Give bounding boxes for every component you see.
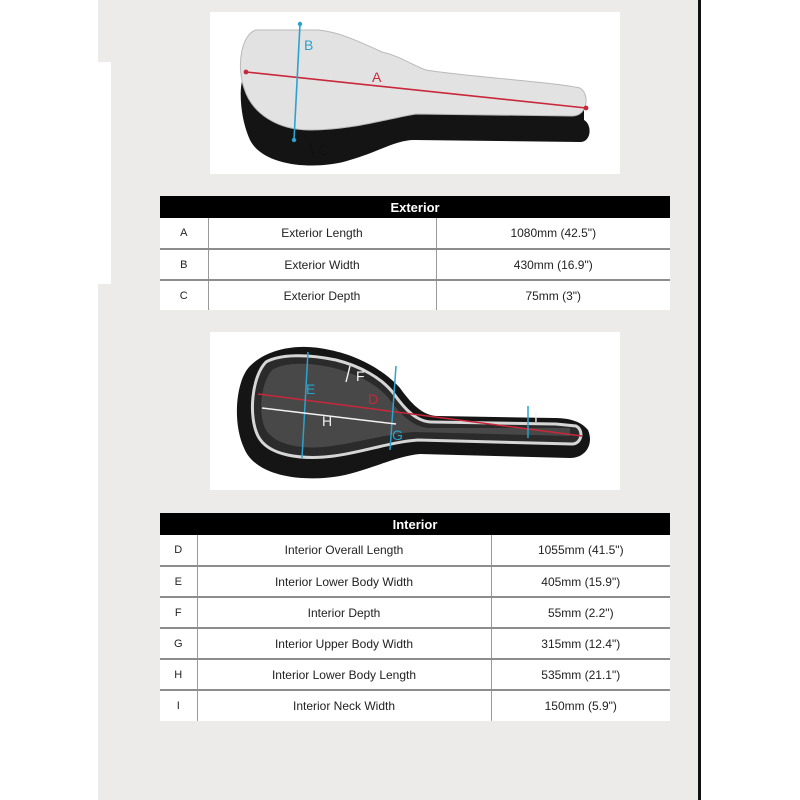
row-key: C: [160, 280, 208, 310]
table-row: [160, 690, 670, 721]
row-label: Exterior Length: [208, 218, 436, 249]
row-value: 1055mm (41.5"): [491, 535, 670, 566]
row-key: D: [160, 535, 197, 566]
dimension-a-start-dot: [244, 70, 249, 75]
row-label: Interior Depth: [197, 597, 491, 628]
exterior-case-illustration: [210, 12, 620, 174]
interior-case-diagram: [210, 332, 620, 490]
row-key: A: [160, 218, 208, 249]
row-key: B: [160, 249, 208, 280]
row-key: H: [160, 659, 197, 690]
table-row: [160, 535, 670, 566]
row-key: I: [160, 690, 197, 721]
dimension-a-label: A: [372, 69, 382, 85]
row-label: Exterior Depth: [208, 280, 436, 310]
dimension-e-label: E: [306, 381, 316, 397]
dimension-i-label: I: [534, 409, 538, 425]
table-row: [160, 628, 670, 659]
exterior-spec-table: [160, 196, 670, 310]
exterior-table-title: Exterior: [160, 196, 670, 218]
row-label: Interior Neck Width: [197, 690, 491, 721]
dimension-b-label: B: [304, 37, 314, 53]
row-label: Interior Upper Body Width: [197, 628, 491, 659]
dimension-f-label: F: [356, 368, 365, 384]
dimension-a-end-dot: [584, 106, 589, 111]
row-value: 1080mm (42.5"): [436, 218, 670, 249]
row-value: 315mm (12.4"): [491, 628, 670, 659]
row-key: F: [160, 597, 197, 628]
row-value: 75mm (3"): [525, 288, 582, 303]
table-row: [160, 249, 670, 280]
row-label: Interior Lower Body Width: [197, 566, 491, 597]
dimension-h-label: H: [322, 413, 333, 429]
dimension-b-bottom-dot: [292, 138, 296, 142]
row-value: 405mm (15.9"): [491, 566, 670, 597]
row-value: 535mm (21.1"): [491, 659, 670, 690]
dimension-c-label: C: [318, 142, 329, 158]
table-row: [160, 566, 670, 597]
exterior-case-diagram: [210, 12, 620, 174]
row-value: 55mm (2.2"): [491, 597, 670, 628]
row-label: Interior Overall Length: [197, 535, 491, 566]
row-key: G: [160, 628, 197, 659]
interior-spec-table: [160, 513, 670, 721]
table-row: [160, 280, 670, 310]
sheet-border-line: [698, 0, 701, 800]
row-key: E: [160, 566, 197, 597]
row-label: Interior Lower Body Length: [197, 659, 491, 690]
row-value: 430mm (16.9"): [436, 249, 670, 280]
interior-table-title: Interior: [160, 513, 670, 535]
row-value: 150mm (5.9"): [544, 699, 617, 713]
dimension-g-label: G: [392, 427, 403, 443]
row-label: Exterior Width: [208, 249, 436, 280]
dimension-b-top-dot: [298, 22, 302, 26]
table-row: [160, 597, 670, 628]
table-row: [160, 659, 670, 690]
dimension-d-label: D: [368, 391, 379, 407]
table-row: [160, 218, 670, 249]
sheet-edge-notch: [98, 62, 111, 284]
interior-case-illustration: [210, 332, 620, 490]
